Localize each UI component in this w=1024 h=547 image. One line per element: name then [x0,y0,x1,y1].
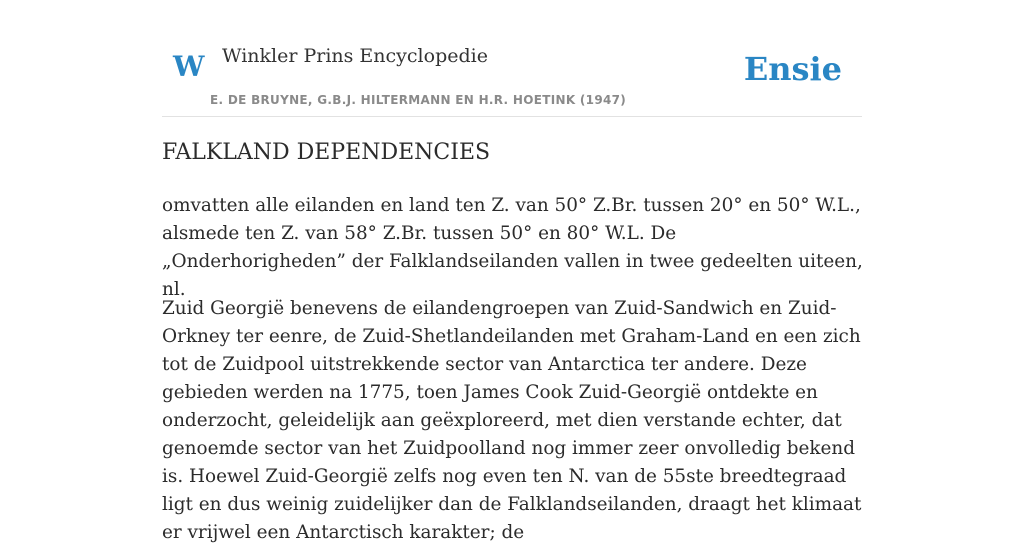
article-paragraph: Zuid Georgië benevens de eilandengroepen van Zuid-Sandwich en Zuid-Orkney ter eenre, de Zuid-Shetlandeilanden met Graham-Land en een zich tot de Zuidpool uitstrekkende sector van Antarctica ter andere. Deze gebieden werden na 1775, toen James Cook Zuid-Georgië ontdekte en onderzocht, geleidelijk aan geëxploreerd, met dien verstande echter, dat genoemde sector van het Zuidpoolland nog immer zeer onvolledig bekend is. Hoewel Zuid-Georgië zelfs nog even ten N. van de 55ste breedtegraad ligt en dus weinig zuidelijker dan de Falklandseilanden, draagt het klimaat er vrijwel een Antarctisch karakter; de [162,298,862,543]
site-header [162,0,862,117]
article-paragraph: omvatten alle eilanden en land ten Z. van 50° Z.Br. tussen 20° en 50° W.L., alsmede ten Z. van 58° Z.Br. tussen 50° en 80° W.L. De „Onderhorigheden” der Falklandseilanden vallen in twee gedeelten uiteen, nl. [162,195,863,300]
book-authors: E. DE BRUYNE, G.B.J. HILTERMANN EN H.R. HOETINK (1947) [210,93,627,107]
ensie-home-link[interactable]: Ensie [743,50,842,88]
article-title: FALKLAND DEPENDENCIES [162,140,491,165]
book-title[interactable]: Winkler Prins Encyclopedie [222,45,488,67]
winkler-prins-logo[interactable]: W [173,50,205,83]
